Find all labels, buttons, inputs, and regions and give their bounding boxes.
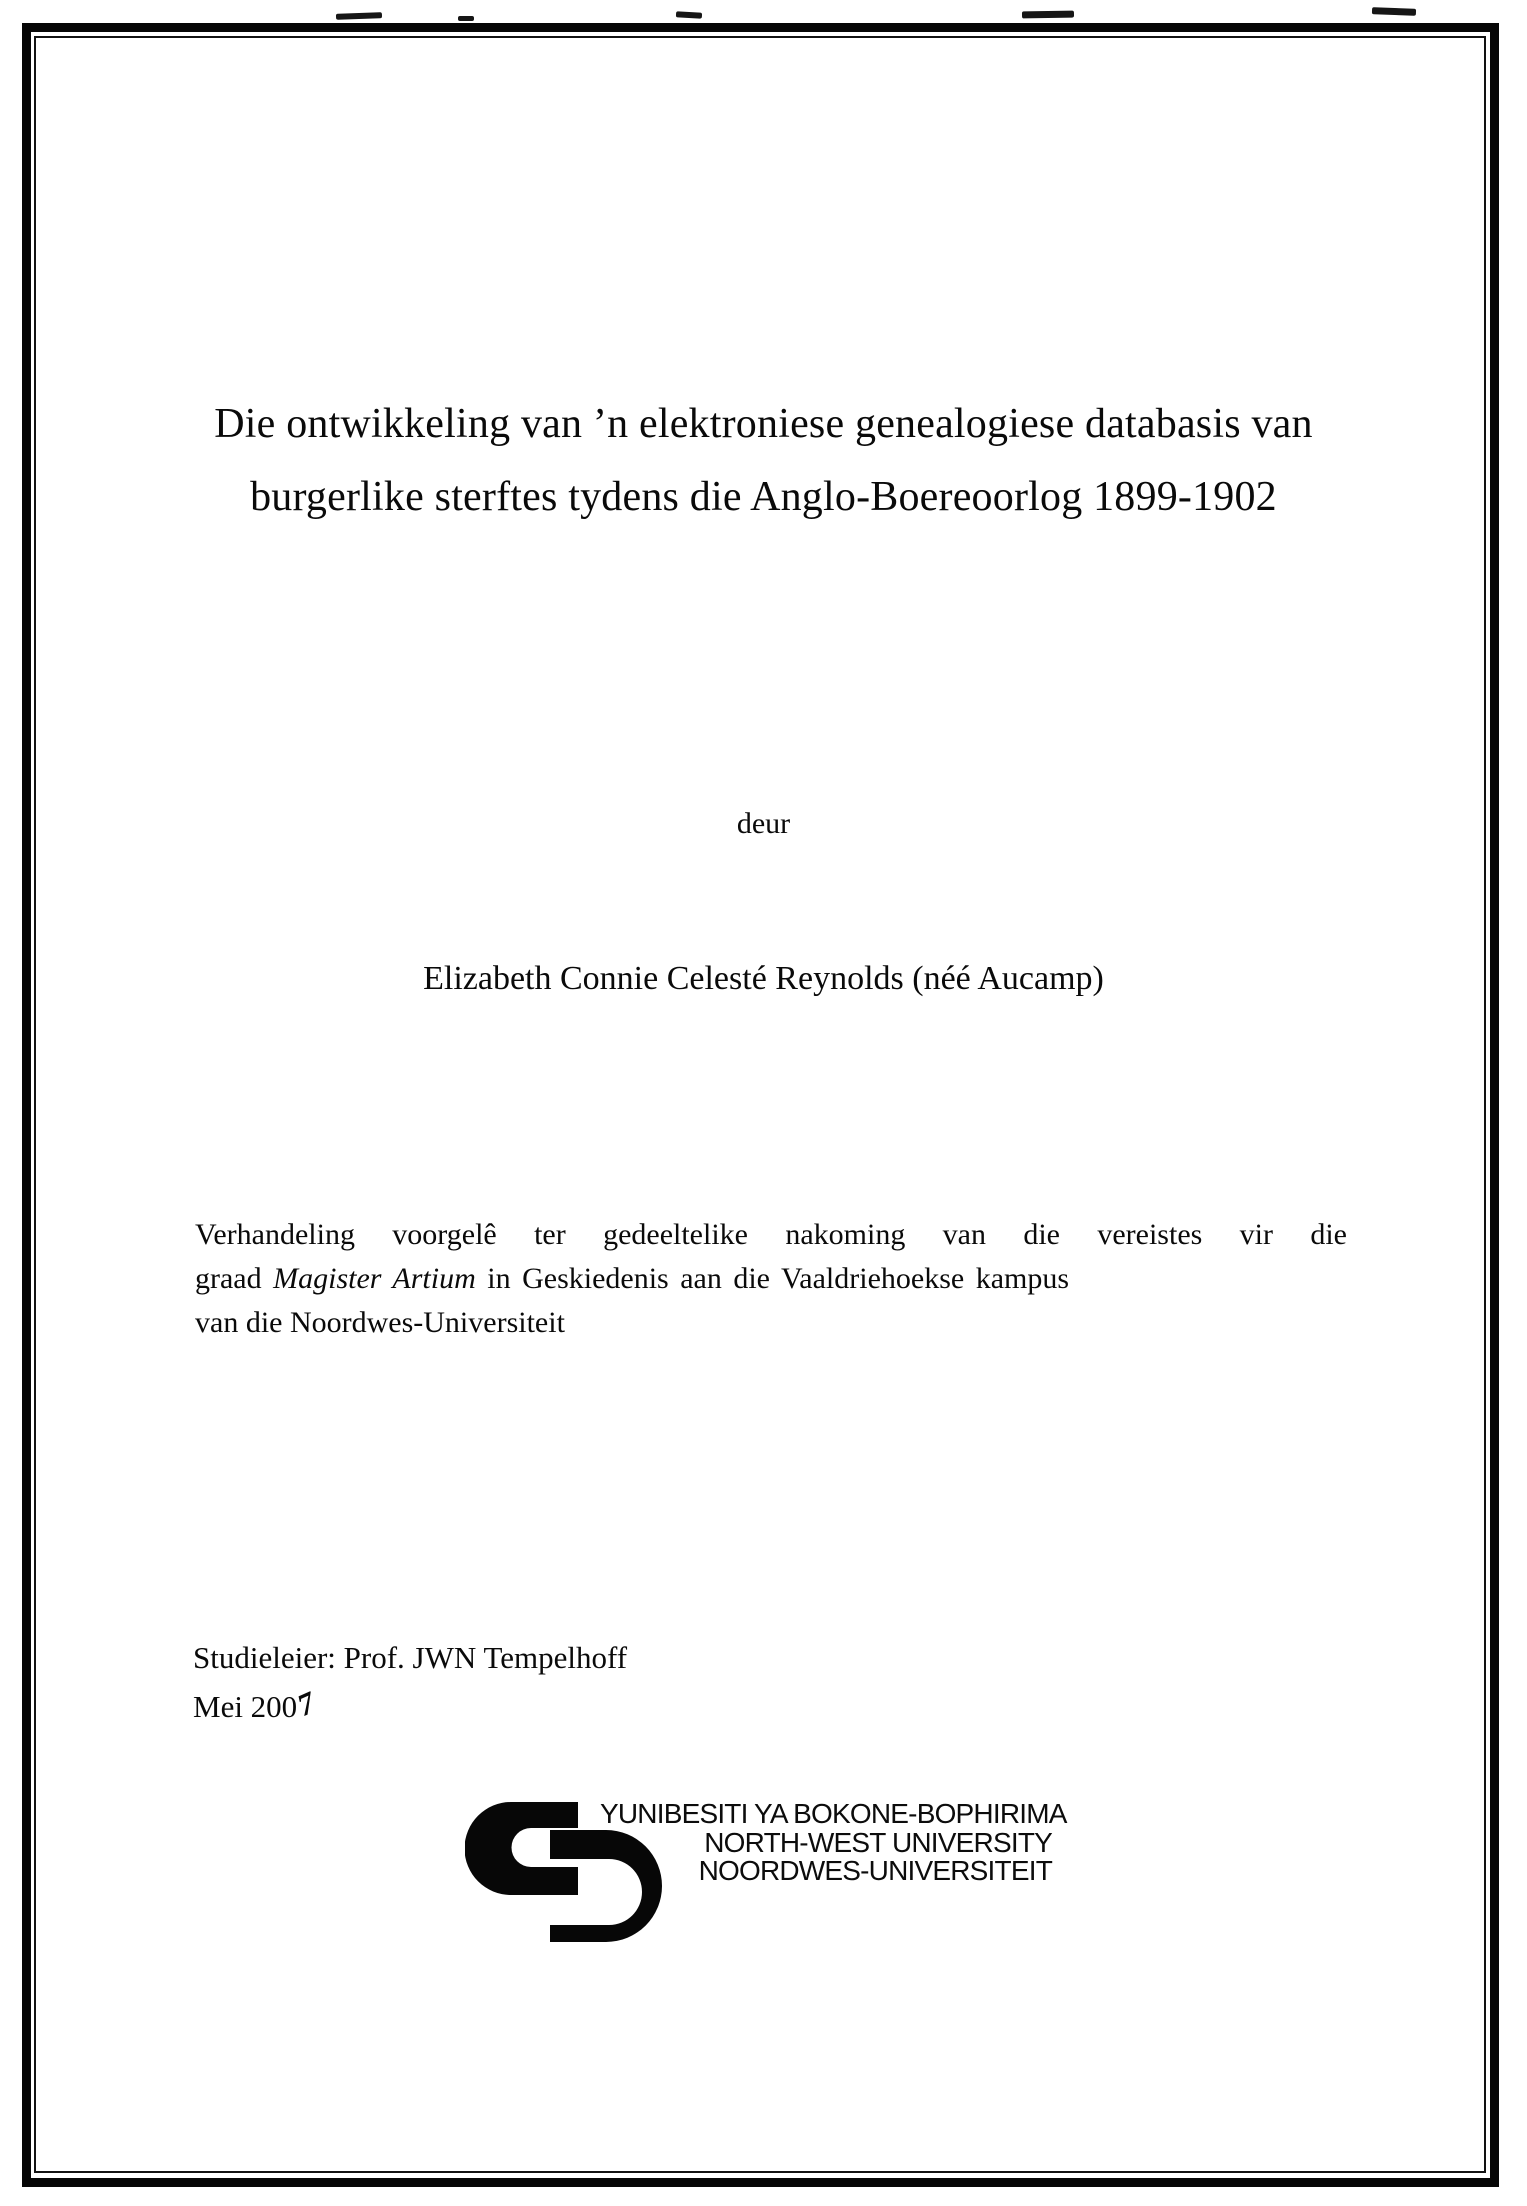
logo-line-afrikaans: NOORDWES-UNIVERSITEIT <box>698 1855 1052 1886</box>
supervisor-line: Studieleier: Prof. JWN Tempelhoff <box>193 1640 628 1675</box>
byline-deur: deur <box>736 807 791 840</box>
logo-line-setswana: YUNIBESITI YA BOKONE-BOPHIRIMA <box>600 1798 1067 1829</box>
degree-statement-line1: Verhandeling voorgelê ter gedeeltelike nakoming van die vereistes vir die <box>195 1218 1347 1251</box>
scan-artifact <box>1372 7 1416 16</box>
date-line <box>193 1682 1093 1731</box>
supervisor-block <box>193 1633 1093 1731</box>
scan-artifact <box>336 12 382 20</box>
nwu-logo-text <box>600 1798 1067 1886</box>
degree-statement-line3: van die Noordwes-Universiteit <box>195 1306 565 1339</box>
date-final-digit: 7 <box>295 1683 318 1725</box>
scan-artifact <box>676 11 702 18</box>
date-prefix: Mei 200 <box>193 1689 298 1724</box>
degree-statement-line2-pre: graad <box>195 1262 274 1295</box>
logo-line-english: NORTH-WEST UNIVERSITY <box>704 1826 1052 1858</box>
author-name: Elizabeth Connie Celesté Reynolds (néé Aucamp) <box>423 960 1104 997</box>
scan-artifact <box>1022 11 1074 19</box>
degree-name-italic: Magister Artium <box>273 1262 476 1295</box>
scan-artifact <box>458 16 474 21</box>
thesis-title-line2: burgerlike sterftes tydens die Anglo-Boereoorlog 1899-1902 <box>250 474 1277 520</box>
thesis-title <box>95 388 1432 534</box>
degree-statement-line2-post: in Geskiedenis aan die Vaaldriehoekse kampus <box>475 1262 1070 1295</box>
degree-statement <box>195 1213 1347 1345</box>
degree-statement-line2 <box>195 1257 1347 1301</box>
thesis-title-line1: Die ontwikkeling van ’n elektroniese genealogiese databasis van <box>214 401 1313 447</box>
